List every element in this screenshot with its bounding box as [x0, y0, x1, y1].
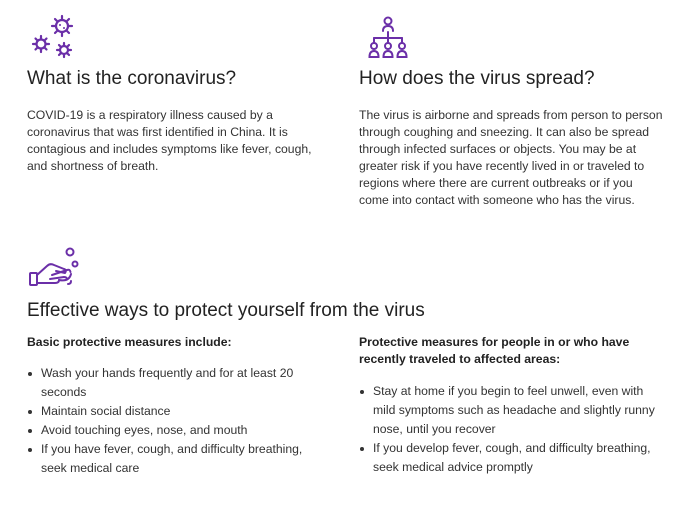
handwashing-icon: [28, 246, 82, 290]
travel-measures-list: [359, 382, 659, 477]
travel-measures-subheading: Protective measures for people in or who have recently traveled to affected areas:: [359, 335, 630, 366]
coronavirus-heading: What is the coronavirus?: [27, 68, 237, 89]
spread-heading: How does the virus spread?: [359, 68, 595, 89]
list-item: Wash your hands frequently and for at least 20 seconds: [27, 364, 327, 402]
spread-description: The virus is airborne and spreads from person to person through coughing and sneezing. It can also be spread through infected surfaces or objects. You may be at greater risk if you have recently lived in or traveled to regions where there are current outbreaks or if you come into contact with someone who has the virus.: [359, 108, 663, 207]
basic-measures-list: [27, 364, 327, 478]
list-item: If you develop fever, cough, and difficulty breathing, seek medical advice promptly: [359, 439, 659, 477]
list-item: Avoid touching eyes, nose, and mouth: [27, 421, 327, 440]
list-item: Stay at home if you begin to feel unwell, even with mild symptoms such as headache and slightly runny nose, until you recover: [359, 382, 659, 439]
coronavirus-description: COVID-19 is a respiratory illness caused by a coronavirus that was first identified in China. It is contagious and includes symptoms like fever, cough, and shortness of breath.: [27, 108, 312, 173]
basic-measures-subheading: Basic protective measures include:: [27, 335, 232, 349]
virus-icon: [28, 14, 78, 60]
protect-heading: Effective ways to protect yourself from the virus: [27, 300, 425, 321]
list-item: Maintain social distance: [27, 402, 327, 421]
people-network-icon: [364, 14, 412, 62]
list-item: If you have fever, cough, and difficulty breathing, seek medical care: [27, 440, 327, 478]
